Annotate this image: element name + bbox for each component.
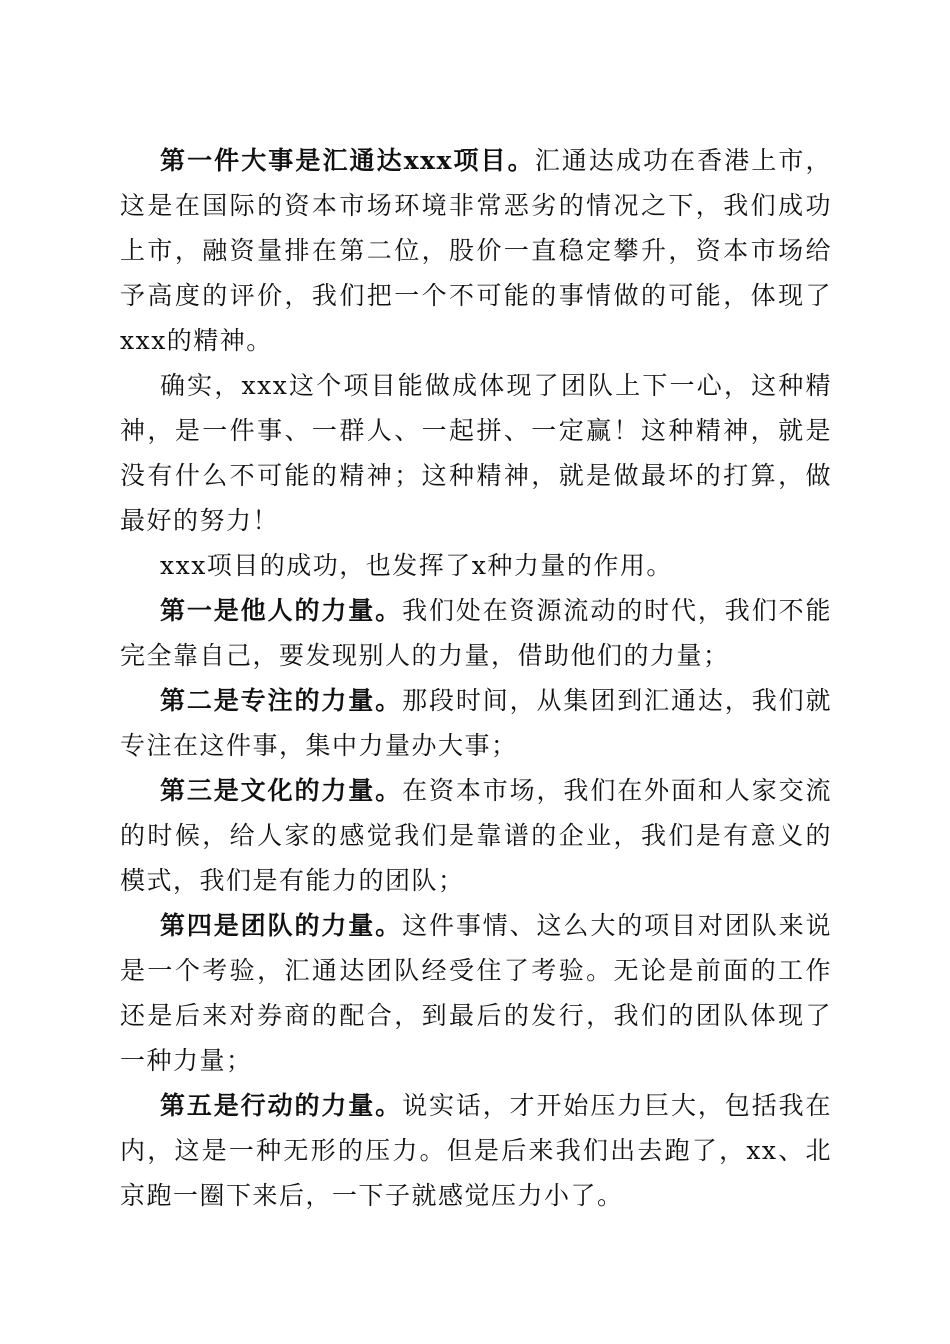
paragraph-1-text: 汇通达成功在香港上市，这是在国际的资本市场环境非常恶劣的情况之下，我们成功上市，融资量排在第二位，股价一直稳定攀升，资本市场给予高度的评价，我们把一个不可能的事情做的可能，体现了xxx的精神。 (120, 146, 832, 355)
paragraph-7 (120, 903, 832, 1083)
paragraph-6-lead: 第三是文化的力量。 (160, 776, 403, 805)
paragraph-8-lead: 第五是行动的力量。 (160, 1091, 403, 1120)
paragraph-2-text: 确实，xxx这个项目能做成体现了团队上下一心，这种精神，是一件事、一群人、一起拼、一定赢！这种精神，就是没有什么不可能的精神；这种精神，就是做最坏的打算，做最好的努力！ (120, 371, 832, 535)
paragraph-6 (120, 768, 832, 903)
paragraph-8-text: 说实话，才开始压力巨大，包括我在内，这是一种无形的压力。但是后来我们出去跑了，xx、北京跑一圈下来后，一下子就感觉压力小了。 (120, 1091, 832, 1210)
document-body (120, 138, 832, 1218)
paragraph-4-lead: 第一是他人的力量。 (160, 596, 403, 625)
paragraph-1-lead: 第一件大事是汇通达xxx项目。 (160, 146, 535, 175)
paragraph-3-text: xxx项目的成功，也发挥了x种力量的作用。 (160, 551, 673, 580)
paragraph-5-lead: 第二是专注的力量。 (160, 686, 403, 715)
paragraph-6-text: 在资本市场，我们在外面和人家交流的时候，给人家的感觉我们是靠谱的企业，我们是有意义的模式，我们是有能力的团队； (120, 776, 832, 895)
paragraph-2 (120, 363, 832, 543)
paragraph-4-text: 我们处在资源流动的时代，我们不能完全靠自己，要发现别人的力量，借助他们的力量； (120, 596, 832, 670)
paragraph-5-text: 那段时间，从集团到汇通达，我们就专注在这件事，集中力量办大事； (120, 686, 832, 760)
paragraph-4 (120, 588, 832, 678)
paragraph-3 (120, 543, 832, 588)
paragraph-7-text: 这件事情、这么大的项目对团队来说是一个考验，汇通达团队经受住了考验。无论是前面的工作还是后来对券商的配合，到最后的发行，我们的团队体现了一种力量； (120, 911, 832, 1075)
paragraph-1 (120, 138, 832, 363)
paragraph-5 (120, 678, 832, 768)
paragraph-8 (120, 1083, 832, 1218)
paragraph-7-lead: 第四是团队的力量。 (160, 911, 403, 940)
